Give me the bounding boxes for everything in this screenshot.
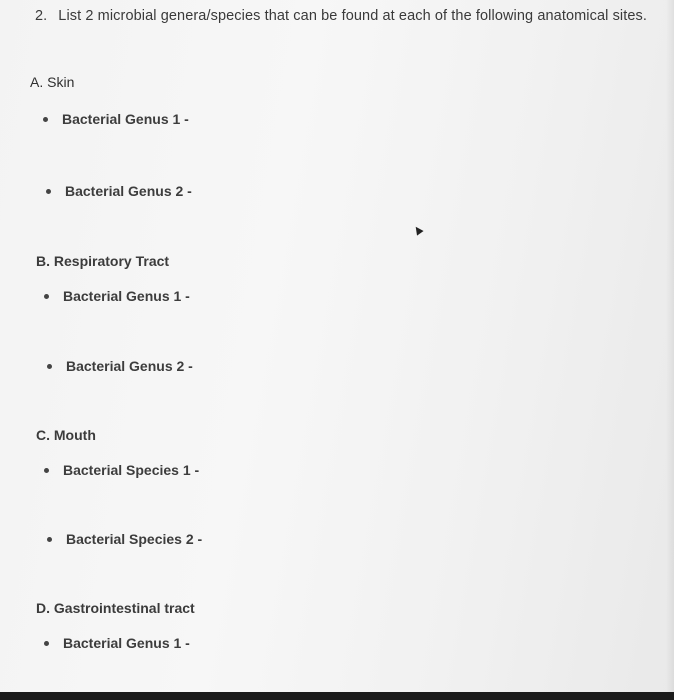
- question-text: List 2 microbial genera/species that can be found at each of the following anatomical sites.: [58, 8, 648, 24]
- list-item-label: Bacterial Genus 1 -: [62, 111, 189, 127]
- section-title-mouth: C. Mouth: [36, 427, 96, 443]
- list-item-label: Bacterial Genus 1 -: [63, 288, 190, 304]
- list-item: [44, 635, 190, 651]
- section-title-skin: A. Skin: [30, 74, 75, 90]
- bullet-icon: [44, 641, 49, 646]
- question-number: 2.: [35, 8, 48, 24]
- bullet-icon: [44, 468, 49, 473]
- bottom-edge: [0, 692, 674, 700]
- list-item-label: Bacterial Genus 1 -: [63, 635, 190, 651]
- bullet-icon: [44, 294, 49, 299]
- bullet-icon: [47, 364, 52, 369]
- section-title-respiratory-tract: B. Respiratory Tract: [36, 253, 170, 269]
- mouse-cursor-icon: [412, 224, 423, 235]
- list-item: [47, 531, 202, 547]
- bullet-icon: [46, 189, 51, 194]
- list-item: [47, 358, 193, 374]
- list-item: [43, 111, 189, 127]
- list-item: [44, 288, 190, 304]
- question-line: [35, 8, 647, 24]
- page-edge-shadow: [666, 0, 674, 700]
- list-item: [44, 462, 199, 478]
- list-item-label: Bacterial Species 1 -: [63, 462, 200, 478]
- section-title-gastrointestinal-tract: D. Gastrointestinal tract: [36, 600, 195, 616]
- bullet-icon: [47, 537, 52, 542]
- list-item-label: Bacterial Genus 2 -: [66, 358, 193, 374]
- bullet-icon: [43, 117, 48, 122]
- list-item-label: Bacterial Species 2 -: [66, 531, 203, 547]
- list-item: [46, 183, 192, 199]
- list-item-label: Bacterial Genus 2 -: [65, 183, 192, 199]
